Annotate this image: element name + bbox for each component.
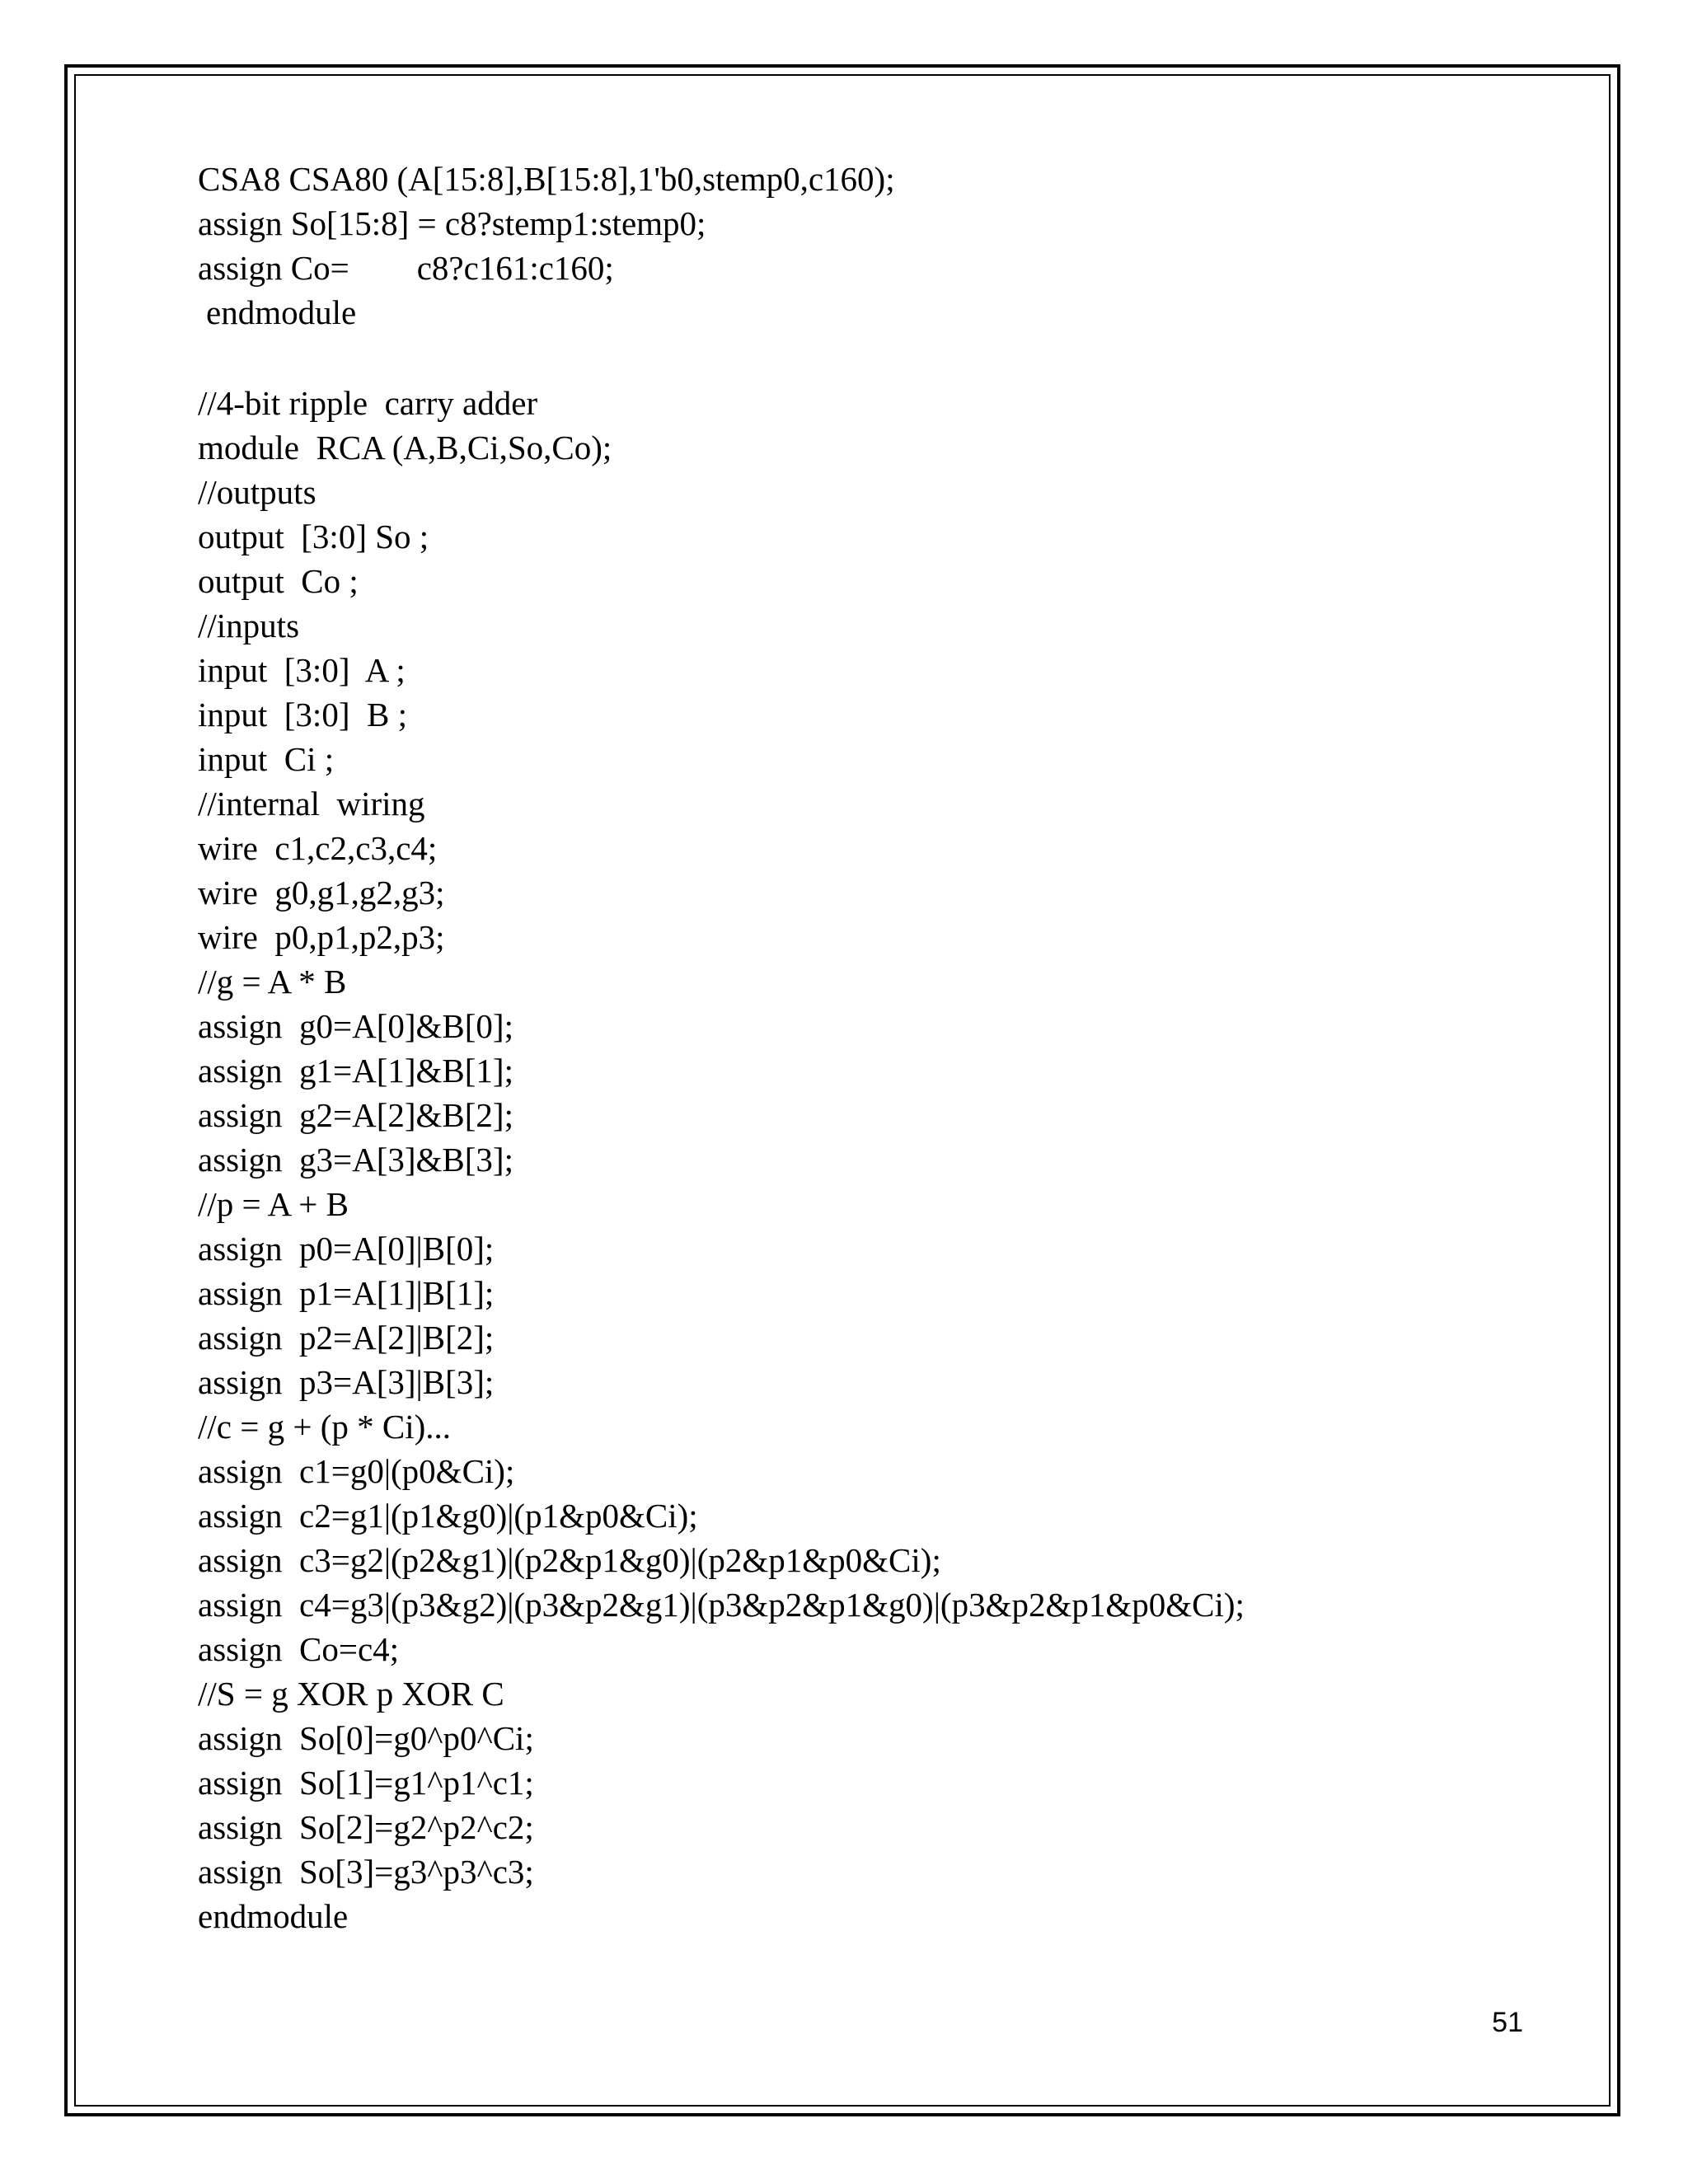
- code-line: //g = A * B: [198, 963, 347, 1001]
- code-line: //p = A + B: [198, 1185, 349, 1223]
- code-line: assign c1=g0|(p0&Ci);: [198, 1452, 515, 1490]
- code-line: assign p2=A[2]|B[2];: [198, 1319, 495, 1357]
- code-line: //S = g XOR p XOR C: [198, 1675, 504, 1713]
- code-line: wire c1,c2,c3,c4;: [198, 829, 438, 867]
- code-line: assign p1=A[1]|B[1];: [198, 1274, 495, 1312]
- code-line: input Ci ;: [198, 740, 335, 778]
- code-line: input [3:0] A ;: [198, 651, 406, 689]
- code-line: //4-bit ripple carry adder: [198, 384, 538, 422]
- code-line: //c = g + (p * Ci)...: [198, 1408, 452, 1446]
- code-line: assign g0=A[0]&B[0];: [198, 1007, 513, 1045]
- code-line: //internal wiring: [198, 785, 425, 823]
- code-line: output Co ;: [198, 562, 359, 600]
- code-line: assign g2=A[2]&B[2];: [198, 1096, 513, 1134]
- code-line: wire g0,g1,g2,g3;: [198, 874, 445, 912]
- code-line: assign Co=c4;: [198, 1630, 400, 1668]
- code-line: wire p0,p1,p2,p3;: [198, 918, 445, 956]
- code-line: assign Co= c8?c161:c160;: [198, 249, 614, 287]
- code-line: CSA8 CSA80 (A[15:8],B[15:8],1'b0,stemp0,c160);: [198, 160, 895, 198]
- code-line: assign c3=g2|(p2&g1)|(p2&p1&g0)|(p2&p1&p0&Ci);: [198, 1541, 941, 1579]
- code-line: assign So[15:8] = c8?stemp1:stemp0;: [198, 204, 706, 242]
- code-line: endmodule: [206, 293, 357, 331]
- code-line: assign c2=g1|(p1&g0)|(p1&p0&Ci);: [198, 1497, 698, 1535]
- code-line: endmodule: [198, 1897, 349, 1935]
- page-number: 51: [1492, 2007, 1523, 2038]
- blank-line: [198, 335, 1550, 381]
- verilog-code-block: [198, 157, 1550, 1938]
- code-line: input [3:0] B ;: [198, 696, 407, 733]
- code-line: assign p3=A[3]|B[3];: [198, 1363, 495, 1401]
- code-line: assign So[3]=g3^p3^c3;: [198, 1853, 534, 1891]
- code-line: assign So[0]=g0^p0^Ci;: [198, 1719, 534, 1757]
- code-line: assign g3=A[3]&B[3];: [198, 1141, 513, 1179]
- code-line: assign So[1]=g1^p1^c1;: [198, 1764, 534, 1802]
- code-line: assign g1=A[1]&B[1];: [198, 1052, 513, 1090]
- code-line: assign p0=A[0]|B[0];: [198, 1230, 495, 1268]
- code-line: assign So[2]=g2^p2^c2;: [198, 1808, 534, 1846]
- code-line: //outputs: [198, 473, 316, 511]
- code-line: //inputs: [198, 607, 300, 644]
- code-line: assign c4=g3|(p3&g2)|(p3&p2&g1)|(p3&p2&p1&g0)|(p3&p2&p1&p0&Ci);: [198, 1586, 1245, 1624]
- code-line: output [3:0] So ;: [198, 518, 429, 555]
- code-line: module RCA (A,B,Ci,So,Co);: [198, 429, 612, 466]
